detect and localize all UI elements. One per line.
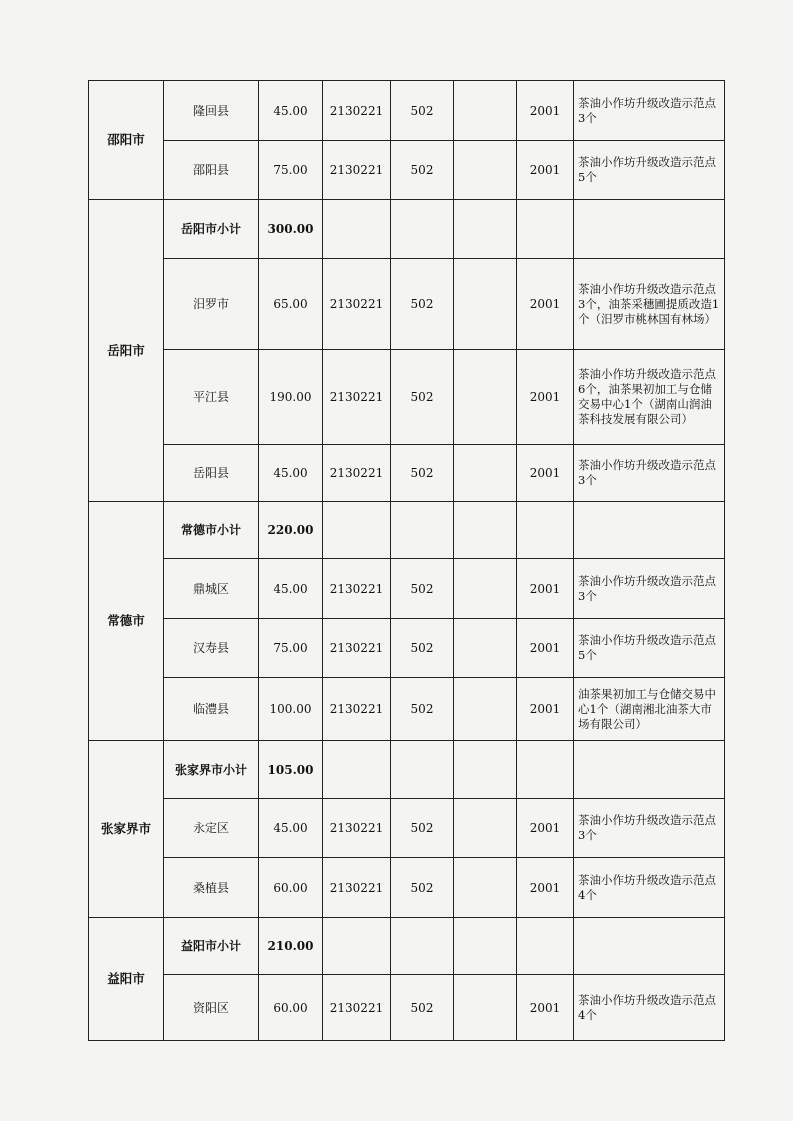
- econ-code-cell: 502: [391, 559, 454, 619]
- blank-cell: [454, 559, 517, 619]
- func-code-cell: 2001: [517, 259, 574, 350]
- county-cell: 汨罗市: [164, 259, 259, 350]
- econ-code-cell: 502: [391, 619, 454, 678]
- func-code-cell: 2001: [517, 350, 574, 445]
- func-code-cell: 2001: [517, 975, 574, 1041]
- table-row: [89, 975, 725, 1041]
- blank-cell: [454, 445, 517, 502]
- city-cell: 常德市: [89, 502, 164, 741]
- subtotal-amount: 210.00: [259, 918, 323, 975]
- description-cell: 茶油小作坊升级改造示范点4个: [574, 975, 725, 1041]
- subject-code-cell: 2130221: [323, 858, 391, 918]
- func-code-cell: 2001: [517, 141, 574, 200]
- econ-code-cell: 502: [391, 445, 454, 502]
- subject-code-cell: 2130221: [323, 678, 391, 741]
- description-cell: 茶油小作坊升级改造示范点5个: [574, 141, 725, 200]
- subtotal-amount: 300.00: [259, 200, 323, 259]
- blank-cell: [454, 141, 517, 200]
- table-row: [89, 259, 725, 350]
- econ-code-cell: 502: [391, 799, 454, 858]
- subtotal-label: 岳阳市小计: [164, 200, 259, 259]
- blank-cell: [454, 858, 517, 918]
- func-code-cell: 2001: [517, 799, 574, 858]
- table-row: [89, 678, 725, 741]
- subtotal-amount: 220.00: [259, 502, 323, 559]
- subject-code-cell: 2130221: [323, 975, 391, 1041]
- description-cell: 茶油小作坊升级改造示范点3个，油茶采穗圃提质改造1个（汨罗市桃林国有林场）: [574, 259, 725, 350]
- blank-cell: [454, 350, 517, 445]
- func-code-cell: 2001: [517, 858, 574, 918]
- description-cell: 茶油小作坊升级改造示范点3个: [574, 81, 725, 141]
- subject-code-cell: 2130221: [323, 559, 391, 619]
- city-cell: 岳阳市: [89, 200, 164, 502]
- econ-code-cell: 502: [391, 678, 454, 741]
- description-cell: 茶油小作坊升级改造示范点6个，油茶果初加工与仓储交易中心1个（湖南山润油茶科技发展有限公司）: [574, 350, 725, 445]
- county-cell: 资阳区: [164, 975, 259, 1041]
- description-cell: 茶油小作坊升级改造示范点3个: [574, 799, 725, 858]
- table-row: [89, 81, 725, 141]
- blank-cell: [454, 678, 517, 741]
- amount-cell: 100.00: [259, 678, 323, 741]
- city-cell: 邵阳市: [89, 81, 164, 200]
- amount-cell: 60.00: [259, 975, 323, 1041]
- county-cell: 平江县: [164, 350, 259, 445]
- amount-cell: 45.00: [259, 799, 323, 858]
- table-row: [89, 445, 725, 502]
- county-cell: 隆回县: [164, 81, 259, 141]
- county-cell: 岳阳县: [164, 445, 259, 502]
- blank-cell: [454, 81, 517, 141]
- subject-code-cell: 2130221: [323, 259, 391, 350]
- table-row: [89, 858, 725, 918]
- amount-cell: 45.00: [259, 559, 323, 619]
- subtotal-row: [89, 741, 725, 799]
- econ-code-cell: 502: [391, 858, 454, 918]
- econ-code-cell: 502: [391, 259, 454, 350]
- subtotal-row: [89, 502, 725, 559]
- city-cell: 益阳市: [89, 918, 164, 1041]
- amount-cell: 45.00: [259, 445, 323, 502]
- description-cell: 茶油小作坊升级改造示范点3个: [574, 559, 725, 619]
- subtotal-label: 益阳市小计: [164, 918, 259, 975]
- description-cell: 茶油小作坊升级改造示范点4个: [574, 858, 725, 918]
- county-cell: 邵阳县: [164, 141, 259, 200]
- subtotal-label: 张家界市小计: [164, 741, 259, 799]
- func-code-cell: 2001: [517, 619, 574, 678]
- subject-code-cell: 2130221: [323, 619, 391, 678]
- blank-cell: [454, 799, 517, 858]
- description-cell: 茶油小作坊升级改造示范点3个: [574, 445, 725, 502]
- subtotal-amount: 105.00: [259, 741, 323, 799]
- subject-code-cell: 2130221: [323, 799, 391, 858]
- econ-code-cell: 502: [391, 81, 454, 141]
- table-row: [89, 619, 725, 678]
- subtotal-label: 常德市小计: [164, 502, 259, 559]
- blank-cell: [454, 259, 517, 350]
- subject-code-cell: 2130221: [323, 445, 391, 502]
- subtotal-row: [89, 918, 725, 975]
- county-cell: 汉寿县: [164, 619, 259, 678]
- func-code-cell: 2001: [517, 445, 574, 502]
- econ-code-cell: 502: [391, 141, 454, 200]
- func-code-cell: 2001: [517, 81, 574, 141]
- subject-code-cell: 2130221: [323, 350, 391, 445]
- amount-cell: 45.00: [259, 81, 323, 141]
- amount-cell: 75.00: [259, 619, 323, 678]
- table-row: [89, 559, 725, 619]
- description-cell: 油茶果初加工与仓储交易中心1个（湖南湘北油茶大市场有限公司）: [574, 678, 725, 741]
- amount-cell: 75.00: [259, 141, 323, 200]
- table-row: [89, 141, 725, 200]
- blank-cell: [454, 975, 517, 1041]
- amount-cell: 60.00: [259, 858, 323, 918]
- table-row: [89, 799, 725, 858]
- amount-cell: 190.00: [259, 350, 323, 445]
- table-row: [89, 350, 725, 445]
- city-cell: 张家界市: [89, 741, 164, 918]
- county-cell: 永定区: [164, 799, 259, 858]
- econ-code-cell: 502: [391, 350, 454, 445]
- subtotal-row: [89, 200, 725, 259]
- county-cell: 桑植县: [164, 858, 259, 918]
- county-cell: 鼎城区: [164, 559, 259, 619]
- subject-code-cell: 2130221: [323, 81, 391, 141]
- amount-cell: 65.00: [259, 259, 323, 350]
- func-code-cell: 2001: [517, 559, 574, 619]
- blank-cell: [454, 619, 517, 678]
- subject-code-cell: 2130221: [323, 141, 391, 200]
- econ-code-cell: 502: [391, 975, 454, 1041]
- allocation-table: [88, 80, 725, 1041]
- func-code-cell: 2001: [517, 678, 574, 741]
- description-cell: 茶油小作坊升级改造示范点5个: [574, 619, 725, 678]
- county-cell: 临澧县: [164, 678, 259, 741]
